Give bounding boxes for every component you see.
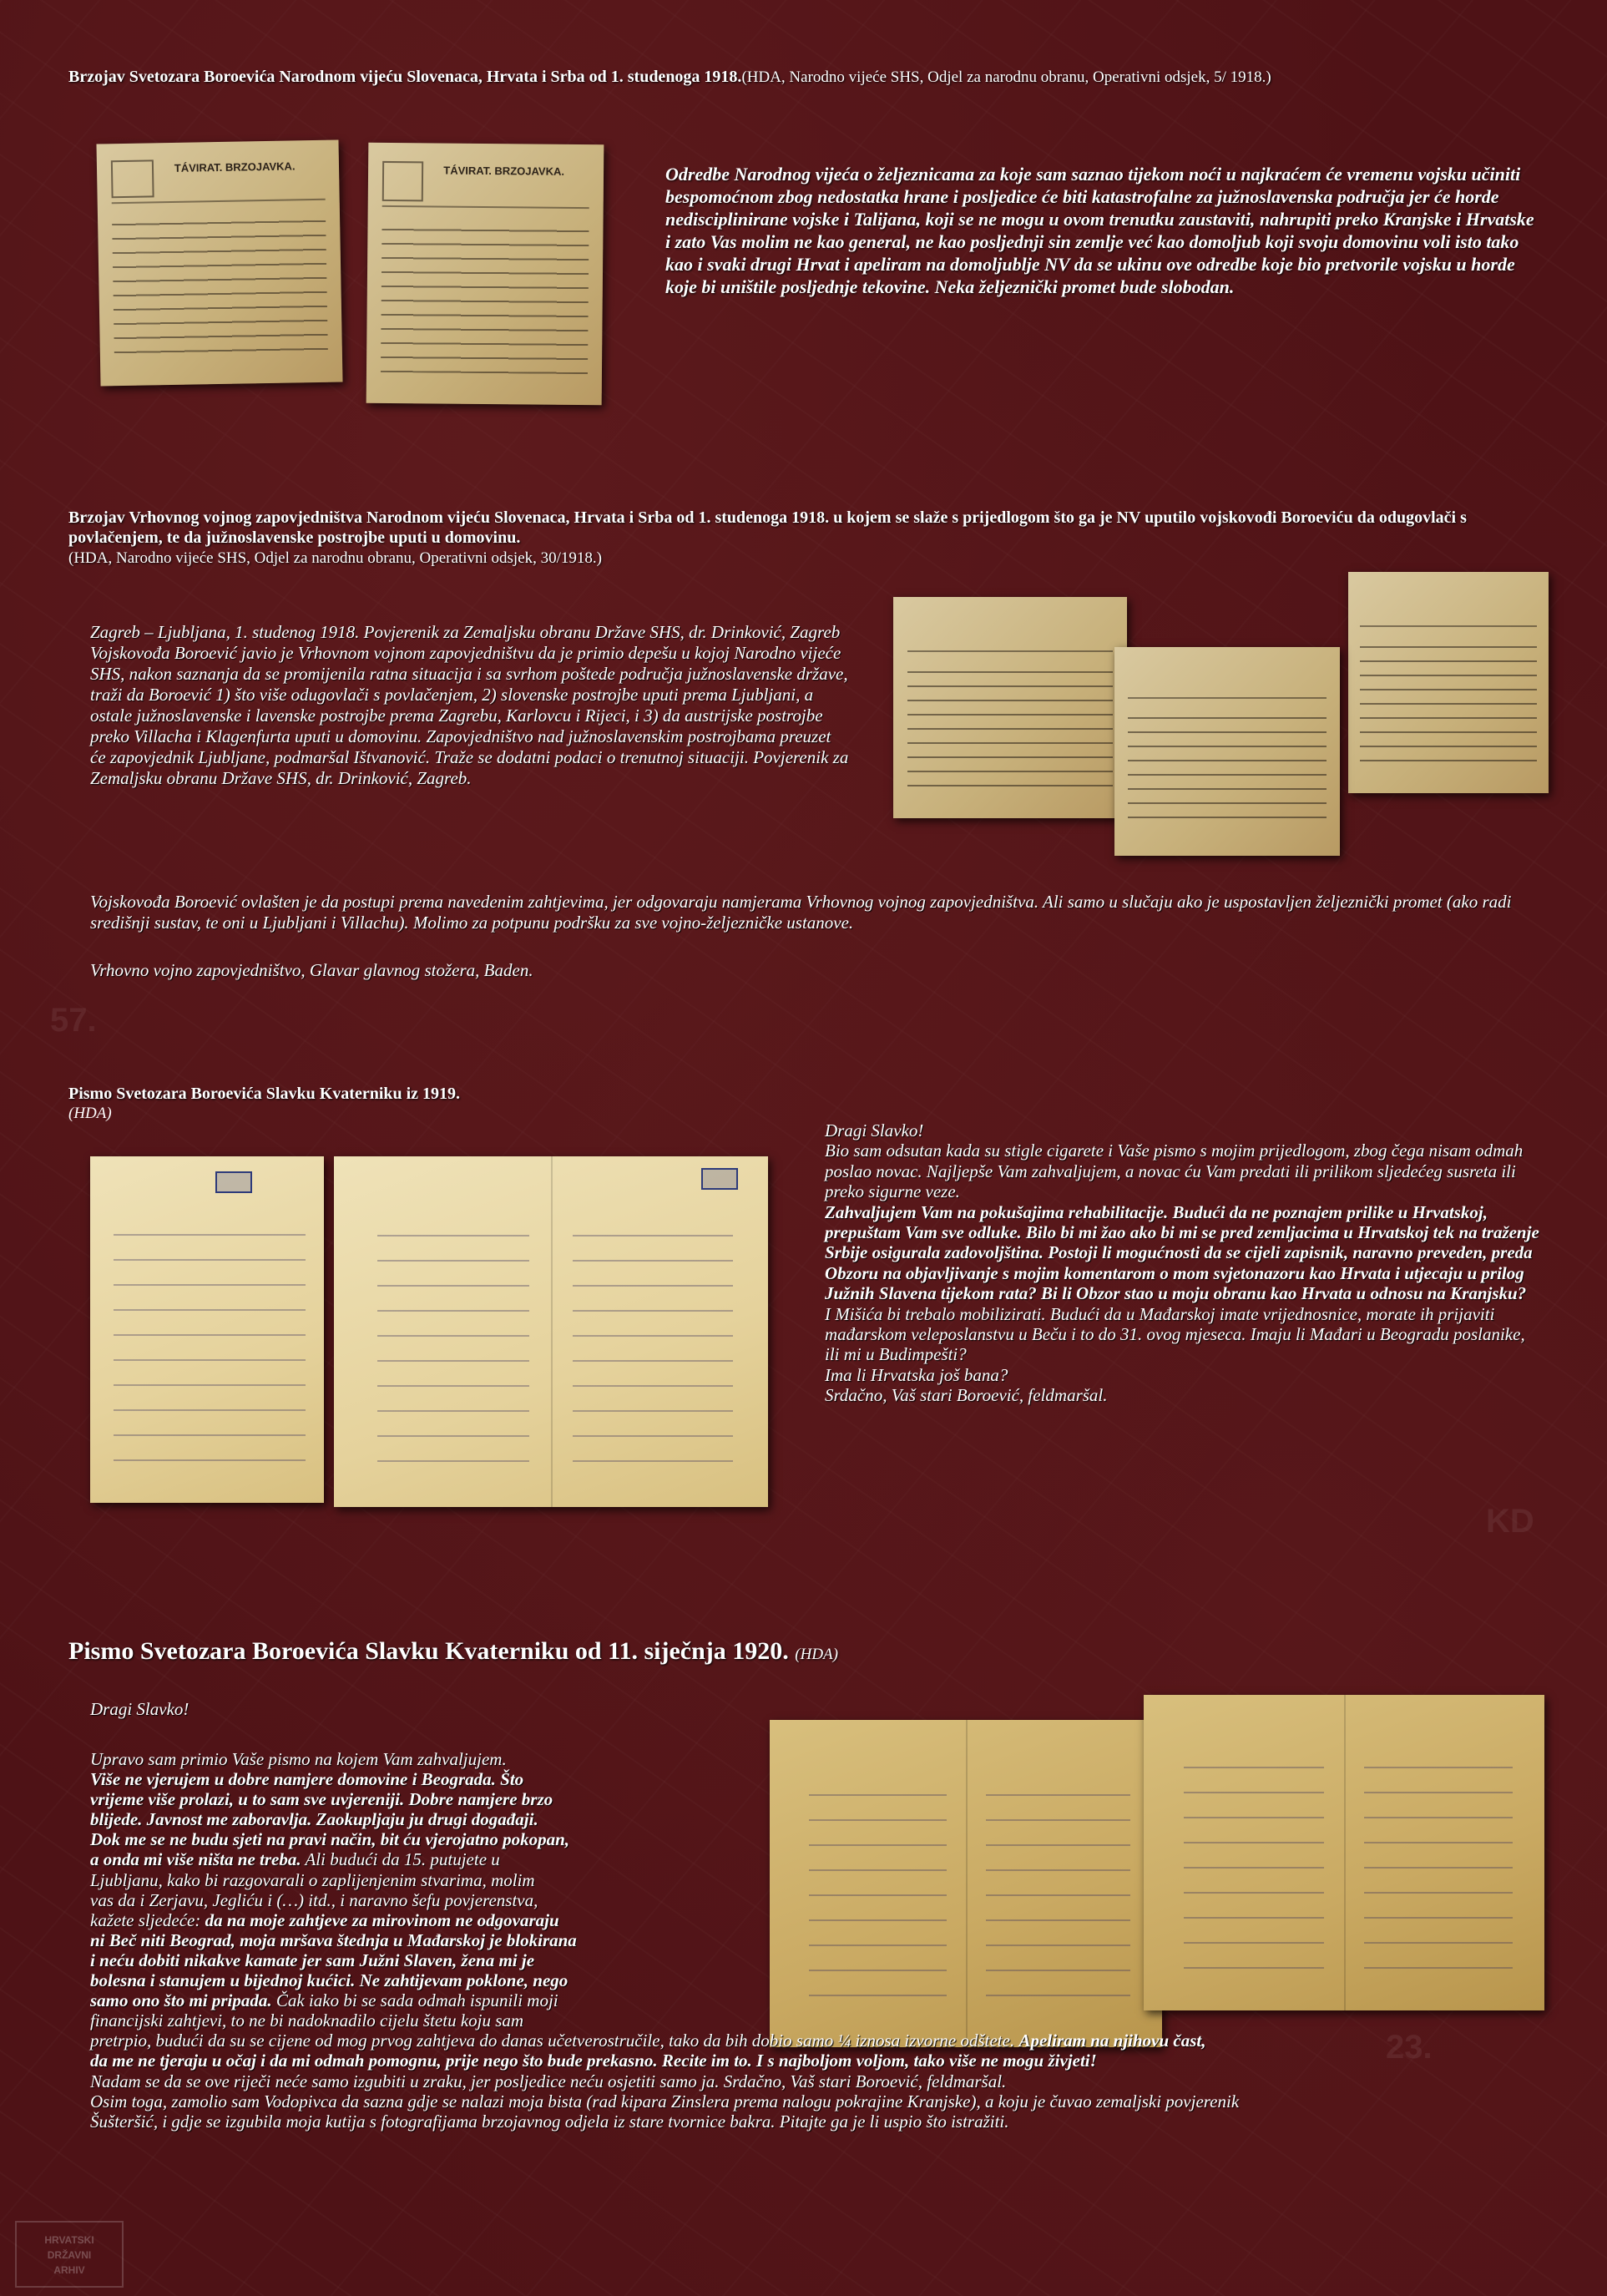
section4-greeting: Dragi Slavko! — [90, 1699, 190, 1719]
letter-line: Nadam se da se ove riječi neće samo izgubiti u zraku, jer posljedice neću osjetiti samo ja. Srdačno, Vaš stari Boroević, feldmaršal. — [90, 2071, 1007, 2091]
telegram-label: TÁVIRAT. BRZOJAVKA. — [443, 164, 565, 178]
letter-line: samo ono što mi pripada. Čak iako bi se sada odmah ispunili moji — [90, 1990, 558, 2011]
section2-source: (HDA, Narodno vijeće SHS, Odjel za narodnu obranu, Operativni odsjek, 30/1918.) — [68, 549, 602, 567]
section4-title — [68, 1636, 1070, 1670]
letter-line: financijski zahtjevi, to ne bi nadoknadilo cijelu štetu koju sam — [90, 2010, 524, 2031]
section3-source: (HDA) — [68, 1105, 112, 1122]
letter-paragraph: Ima li Hrvatska još bana? — [825, 1364, 1008, 1385]
section3-title — [68, 1084, 820, 1104]
letter-line: Upravo sam primio Vaše pismo na kojem Vam zahvaljujem. — [90, 1749, 507, 1769]
letter-line-bold: blijede. Javnost me zaboravlja. Zaokupljaju ju drugi događaji. — [90, 1809, 538, 1830]
letter-image-1 — [90, 1156, 324, 1503]
archive-logo: HRVATSKI DRŽAVNI ARHIV — [15, 2221, 124, 2288]
letter-line: Osim toga, zamolio sam Vodopivca da sazna gdje se nalazi moja bista (rad kipara Zinslera prema nalogu pokrajine Kranjske), a koju je čuvao zemaljski povjerenik — [90, 2091, 1240, 2111]
telegram-image-4 — [1348, 572, 1549, 793]
letter-line-bold: ni Beč niti Beograd, moja mršava štednja u Mađarskoj je blokirana — [90, 1929, 577, 1950]
section1-title — [68, 67, 1546, 88]
letter-paragraph-bold: Zahvaljujem Vam na pokušajima rehabilitacije. Budući da ne poznajem prilike u Hrvatskoj, prepuštam Vam sve odluke. Bilo bi mi žao ako bi mi se pred zemljacima u Hrvatskoj tek na traženje Srbije osigurala zadovoljština. Postoji li mogućnosti da se cijeli zapisnik, naravno preveden, preda Obzoru na objavljivanje s mojim komentarom o mom svjetonazoru kao Hrvata i utjecaju u prilog Južnih Slavena tijekom rata? Bi li Obzor stao u moju obranu kao Hrvata u odnosu na Kranjsku? — [825, 1201, 1539, 1304]
telegram-label: TÁVIRAT. BRZOJAVKA. — [174, 159, 296, 175]
section2-text-narrow: Zagreb – Ljubljana, 1. studenog 1918. Povjerenik za Zemaljsku obranu Države SHS, dr. Drinković, Zagreb Vojskovođa Boroević javio je Vrhovnom vojnom zapovjedništvu da je primio depešu u kojoj Narodno vijeće SHS, nakon saznanja da se promijenila ratna situacija i sa svrhom poštede područja južnoslavenske države, traži da Boroević 1) što više odugovlači s povlačenjem, 2) slovenske postrojbe uputi prema Ljubljani, a ostale južnoslavenske i lavenske postrojbe prema Zagrebu, Karlovcu i Rijeci, i 3) da austrijske postrojbe preko Villacha i Klagenfurta uputi u domovinu. Zapovjedništvo nad južnoslavenskim postrojbama preuzet će zapovjednik Ljubljane, podmaršal Ištvanović. Traže se dodatni podaci o trenutnoj situaciji. Povjerenik za Zemaljsku obranu Države SHS, dr. Drinković, Zagreb. — [90, 622, 849, 788]
telegram-image-2 — [366, 143, 604, 405]
section2-title-text: Brzojav Vrhovnog vojnog zapovjedništva Narodnom vijeću Slovenaca, Hrvata i Srba od 1. studenoga 1918. u kojem se slaže s prijedlogom što ga je NV uputilo vojskovođi Boroeviću da odugovlači s povlačenjem, te da južnoslavenske postrojbe uputi u domovinu. — [68, 508, 1467, 547]
section2-signature: Vrhovno vojno zapovjedništvo, Glavar glavnog stožera, Baden. — [90, 960, 533, 980]
letter-line: a onda mi više ništa ne treba. Ali budući da 15. putujete u — [90, 1849, 500, 1870]
archive-stamp — [215, 1171, 252, 1193]
section3-title-text: Pismo Svetozara Boroevića Slavku Kvaterniku iz 1919. — [68, 1085, 461, 1103]
telegram-image-5 — [1114, 647, 1340, 856]
letter-line: pretrpio, budući da su se cijene od mog prvog zahtjeva do danas učetverostručile, tako da bih dobio samo ¼ iznosa izvorne odštete. Apeliram na njihovu čast, — [90, 2030, 1206, 2051]
letter-closing: Srdačno, Vaš stari Boroević, feldmaršal. — [825, 1385, 1108, 1406]
section2-text-wide: Vojskovođa Boroević ovlašten je da postupi prema navedenim zahtjevima, jer odgovaraju namjerama Vrhovnog vojnog zapovjedništva. Ali samo u slučaju ako je uspostavljen željeznički promet (ako radi središnji sustav, te oni u Ljubljani i Villachu). Molimo za potpunu podršku za sve vojno-željezničke ustanove. — [90, 892, 1512, 933]
letter-line-bold: bolesna i stanujem u bijednoj kućici. Ne zahtijevam poklone, nego — [90, 1970, 569, 1991]
letter-line-bold: vrijeme više prolazi, u to sam sve uvjereniji. Dobre namjere brzo — [90, 1789, 553, 1810]
letter-paragraph: Bio sam odsutan kada su stigle cigarete i Vaše pismo s mojim prijedlogom, zbog čega nisam odmah poslao novac. Najljepše Vam zahvaljujem, a novac ću Vam predati ili prilikom sljedećeg susreta ili preko sigurne veze. — [825, 1140, 1524, 1202]
letter-line: Ljubljanu, kako bi razgovarali o zaplijenjenim stvarima, molim — [90, 1869, 535, 1890]
section1-source: (HDA, Narodno vijeće SHS, Odjel za narodnu obranu, Operativni odsjek, 5/ 1918.) — [741, 68, 1271, 86]
map-watermark: KD — [1486, 1503, 1534, 1540]
archive-stamp — [701, 1168, 738, 1190]
letter-line: vas da i Zerjavu, Jegliću i (…) itd., i naravno šefu povjerenstva, — [90, 1889, 538, 1910]
section4-source: (HDA) — [795, 1646, 838, 1663]
letter-image-2 — [334, 1156, 768, 1507]
section1-quote: Odredbe Narodnog vijeća o željeznicama za koje sam saznao tijekom noći u najkraćem će vremenu vojsku učiniti bespomoćnom zbog nedostatka hrane i posljedice će biti katastrofalne za južnoslavenska područja jer će horde nedisciplinirane vojske i Talijana, koji se ne mogu u ovom trenutku zaustaviti, nahrupiti preko Kranjske i Hrvatske i zato Vas molim ne kao general, ne kao posljednji sin zemlje već kao domoljub koji svoju domovinu voli isto tako kao i svaki drugi Hrvat i apeliram na domoljublje NV da se ukinu ove odredbe koje bio pretvorile vojsku u horde koje bi uništile posljednje tekovine. Neka željeznički promet bude slobodan. — [665, 164, 1534, 297]
section4-letter-body — [90, 1749, 1559, 2132]
letter-line: kažete sljedeće: da na moje zahtjeve za mirovinom ne odgovaraju — [90, 1909, 559, 1930]
map-watermark: 23. — [1386, 2029, 1433, 2066]
section1-title-text: Brzojav Svetozara Boroevića Narodnom vijeću Slovenaca, Hrvata i Srba od 1. studenoga 1918. — [68, 68, 742, 86]
letter-line-bold: Dok me se ne budu sjeti na pravi način, bit ću vjerojatno pokopan, — [90, 1829, 570, 1850]
letter-line-bold: Više ne vjerujem u dobre namjere domovine i Beograda. Što — [90, 1769, 524, 1790]
section3-letter — [825, 1120, 1543, 1406]
letter-greeting: Dragi Slavko! — [825, 1120, 924, 1140]
letter-paragraph: I Mišića bi trebalo mobilizirati. Budući da u Mađarskoj imate vrijednosnice, morate ih prijaviti mađarskom veleposlanstvu u Beču i to do 31. ovog mjeseca. Imaju li Mađari u Beogradu poslanike, ili mi u Budimpešti? — [825, 1303, 1525, 1365]
section4-title-text: Pismo Svetozara Boroevića Slavku Kvaterniku od 11. siječnja 1920. — [68, 1637, 789, 1665]
letter-line-bold: da me ne tjeraju u očaj i da mi odmah pomognu, prije nego što bude prekasno. Recite im to. I s najboljom voljom, tako više ne mogu živjeti! — [90, 2051, 1097, 2071]
map-watermark: 57. — [50, 1002, 97, 1039]
telegram-image-1 — [96, 139, 342, 386]
telegram-image-3 — [893, 597, 1127, 818]
section2-title — [68, 508, 1563, 569]
letter-line-bold: i neću dobiti nikakve kamate jer sam Južni Slaven, žena mi je — [90, 1950, 535, 1970]
letter-line: Šušteršić, i gdje se izgubila moja kutija s fotografijama brzojavnog odjela iz stare tvornice bakra. Pitajte ga je li uspio što istražiti. — [90, 2111, 1009, 2132]
